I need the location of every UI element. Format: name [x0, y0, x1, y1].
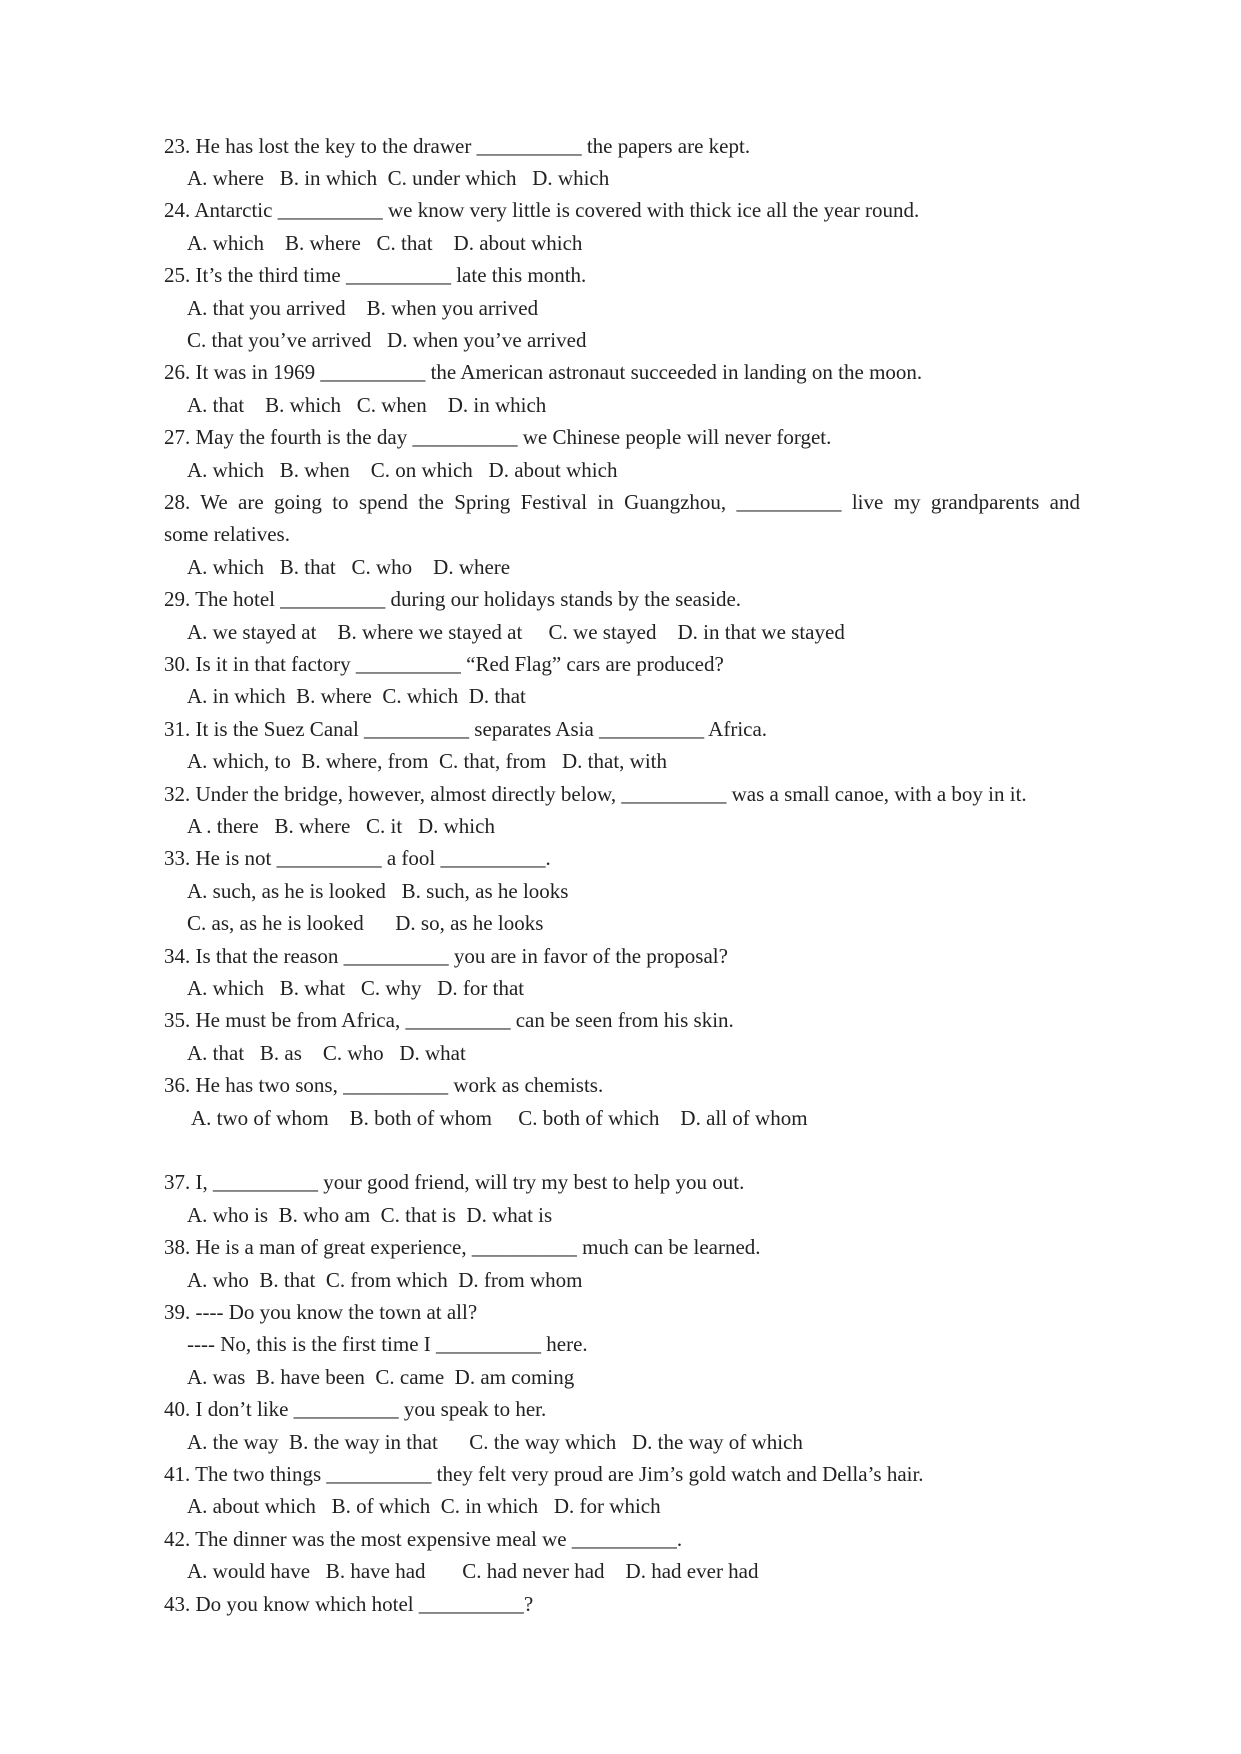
- question-42-stem: 42. The dinner was the most expensive meal we __________.: [164, 1527, 683, 1551]
- question-27-stem: 27. May the fourth is the day __________ we Chinese people will never forget.: [164, 425, 832, 449]
- question-33-options-c-d: C. as, as he is looked D. so, as he looks: [187, 911, 544, 935]
- question-26-options: A. that B. which C. when D. in which: [187, 393, 547, 417]
- question-41-options: A. about which B. of which C. in which D. for which: [187, 1494, 661, 1518]
- question-28-stem: 28. We are going to spend the Spring Festival in Guangzhou, __________ live my grandparents and: [164, 490, 1080, 514]
- question-27-options: A. which B. when C. on which D. about which: [187, 458, 618, 482]
- question-39-options: A. was B. have been C. came D. am coming: [187, 1365, 575, 1389]
- question-25-stem: 25. It’s the third time __________ late this month.: [164, 263, 587, 287]
- question-28-stem-continued: some relatives.: [164, 522, 290, 546]
- question-32-options: A . there B. where C. it D. which: [187, 814, 495, 838]
- question-23-stem: 23. He has lost the key to the drawer __________ the papers are kept.: [164, 134, 751, 158]
- question-29-options: A. we stayed at B. where we stayed at C. we stayed D. in that we stayed: [187, 620, 845, 644]
- question-25-options-c-d: C. that you’ve arrived D. when you’ve arrived: [187, 328, 587, 352]
- question-30-stem: 30. Is it in that factory __________ “Red Flag” cars are produced?: [164, 652, 724, 676]
- question-34-stem: 34. Is that the reason __________ you are in favor of the proposal?: [164, 944, 728, 968]
- question-38-stem: 38. He is a man of great experience, __________ much can be learned.: [164, 1235, 761, 1259]
- question-31-stem: 31. It is the Suez Canal __________ separates Asia __________ Africa.: [164, 717, 768, 741]
- question-36-options: A. two of whom B. both of whom C. both of which D. all of whom: [191, 1106, 808, 1130]
- question-41-stem: 41. The two things __________ they felt very proud are Jim’s gold watch and Della’s hair.: [164, 1462, 924, 1486]
- question-40-stem: 40. I don’t like __________ you speak to her.: [164, 1397, 547, 1421]
- question-23-options: A. where B. in which C. under which D. which: [187, 166, 610, 190]
- question-28-options: A. which B. that C. who D. where: [187, 555, 511, 579]
- question-32-stem: 32. Under the bridge, however, almost directly below, __________ was a small canoe, with a boy in it.: [164, 782, 1027, 806]
- question-30-options: A. in which B. where C. which D. that: [187, 684, 526, 708]
- question-24-stem: 24. Antarctic __________ we know very little is covered with thick ice all the year round.: [164, 198, 920, 222]
- question-33-stem: 33. He is not __________ a fool __________.: [164, 846, 551, 870]
- question-34-options: A. which B. what C. why D. for that: [187, 976, 525, 1000]
- question-42-options: A. would have B. have had C. had never had D. had ever had: [187, 1559, 759, 1583]
- question-33-options-a-b: A. such, as he is looked B. such, as he looks: [187, 879, 569, 903]
- question-39-stem-continued: ---- No, this is the first time I __________ here.: [187, 1332, 588, 1356]
- question-35-options: A. that B. as C. who D. what: [187, 1041, 466, 1065]
- question-39-stem: 39. ---- Do you know the town at all?: [164, 1300, 478, 1324]
- question-36-stem: 36. He has two sons, __________ work as chemists.: [164, 1073, 604, 1097]
- question-43-stem: 43. Do you know which hotel __________?: [164, 1592, 534, 1616]
- question-37-stem: 37. I, __________ your good friend, will try my best to help you out.: [164, 1170, 745, 1194]
- question-24-options: A. which B. where C. that D. about which: [187, 231, 583, 255]
- question-26-stem: 26. It was in 1969 __________ the American astronaut succeeded in landing on the moon.: [164, 360, 923, 384]
- question-37-options: A. who is B. who am C. that is D. what is: [187, 1203, 553, 1227]
- question-35-stem: 35. He must be from Africa, __________ can be seen from his skin.: [164, 1008, 734, 1032]
- question-29-stem: 29. The hotel __________ during our holidays stands by the seaside.: [164, 587, 742, 611]
- question-31-options: A. which, to B. where, from C. that, from D. that, with: [187, 749, 668, 773]
- question-40-options: A. the way B. the way in that C. the way which D. the way of which: [187, 1430, 803, 1454]
- question-38-options: A. who B. that C. from which D. from whom: [187, 1268, 583, 1292]
- question-25-options-a-b: A. that you arrived B. when you arrived: [187, 296, 539, 320]
